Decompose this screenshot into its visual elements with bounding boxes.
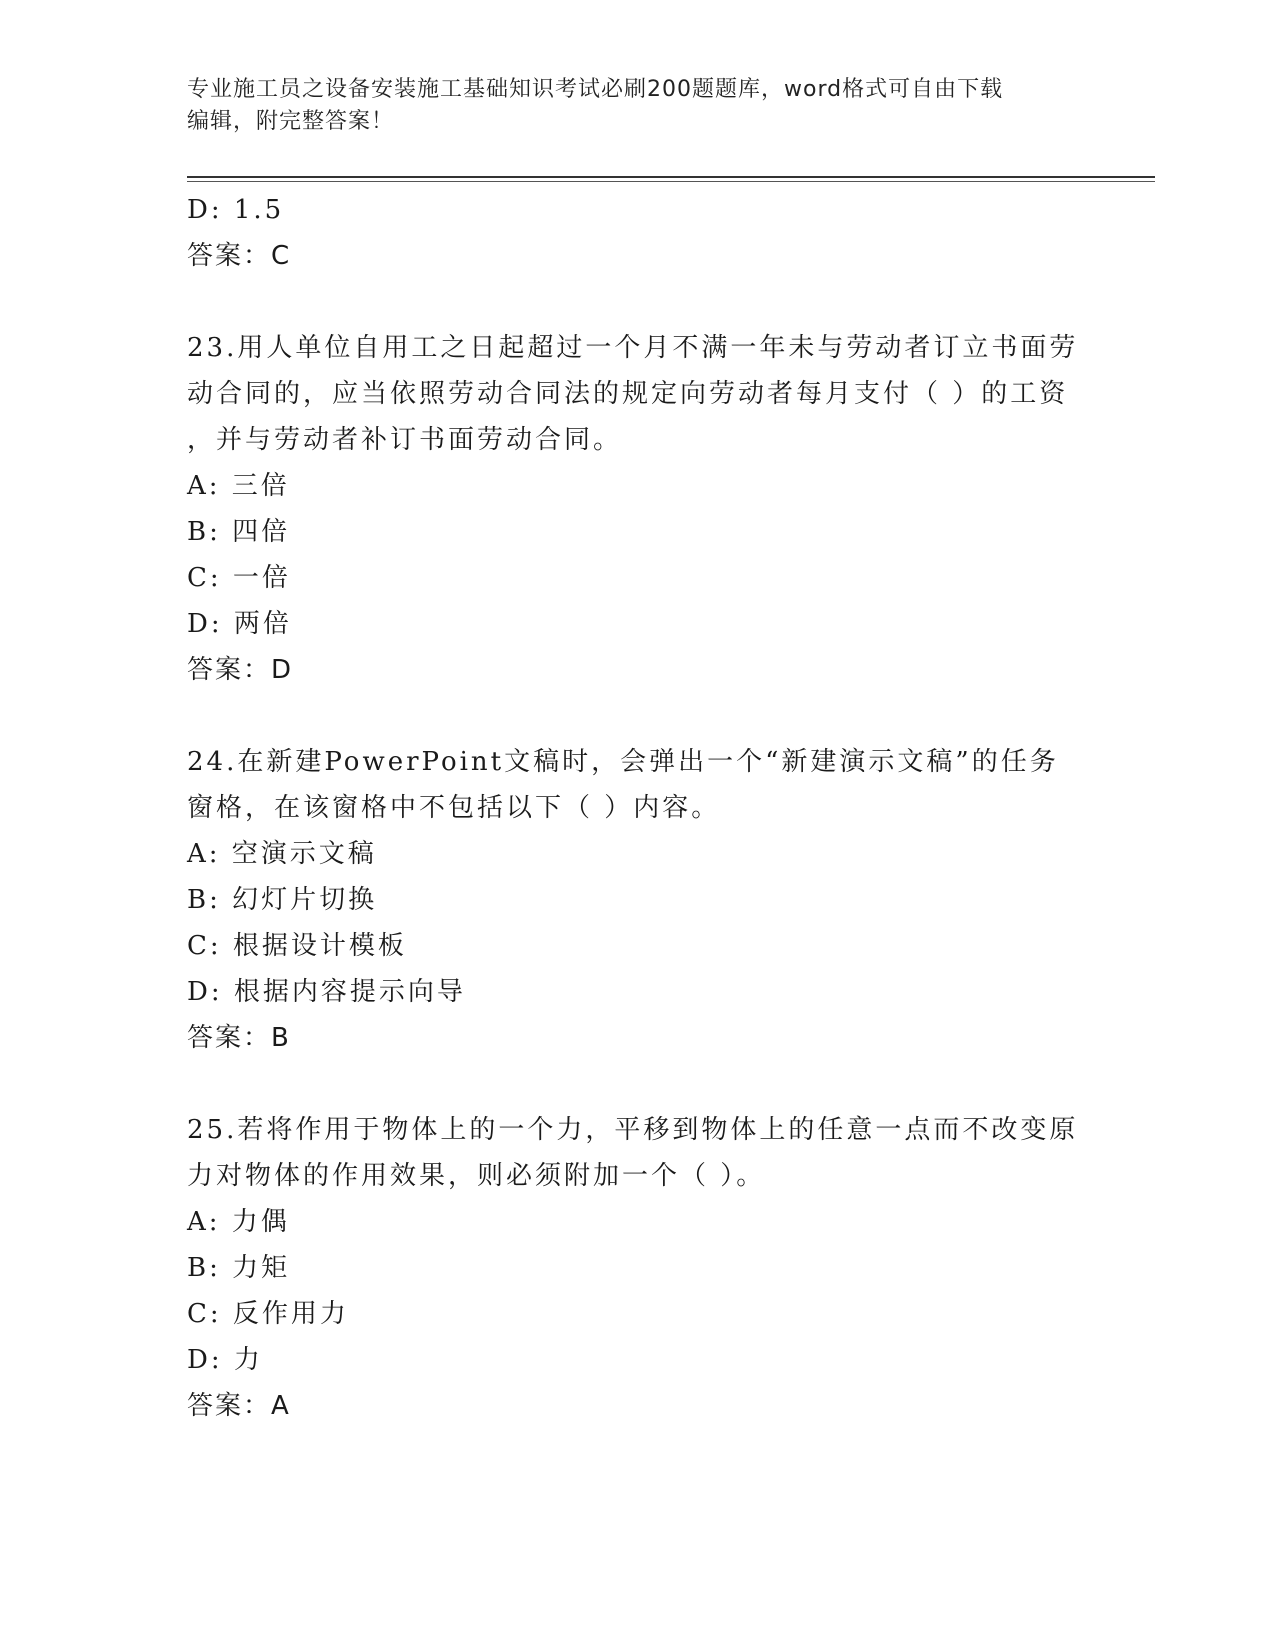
header-divider-thin (187, 181, 1155, 182)
question-23-option-d: D: 两倍 (187, 609, 292, 639)
header-line-1: 专业施工员之设备安装施工基础知识考试必刷200题题库，word格式可自由下载 (187, 77, 1004, 102)
answer-prev: 答案：C (187, 241, 292, 271)
question-23 (187, 325, 1087, 693)
question-23-option-a: A: 三倍 (187, 471, 290, 501)
question-23-option-b: B: 四倍 (187, 517, 291, 547)
option-d-prev: D: 1.5 (187, 195, 285, 225)
question-25-answer: 答案：A (187, 1391, 291, 1421)
question-25 (187, 1107, 1087, 1429)
page-header (187, 74, 1067, 138)
question-24-option-b: B: 幻灯片切换 (187, 885, 378, 915)
question-25-line-1: 25.若将作用于物体上的一个力，平移到物体上的任意一点而不改变原 (187, 1115, 1079, 1145)
question-25-option-c: C: 反作用力 (187, 1299, 349, 1329)
question-24 (187, 739, 1087, 1061)
question-23-line-3: ，并与劳动者补订书面劳动合同。 (187, 425, 623, 455)
spacer (187, 693, 1087, 739)
question-23-option-c: C: 一倍 (187, 563, 291, 593)
question-24-line-2: 窗格，在该窗格中不包括以下（ ）内容。 (187, 793, 721, 823)
spacer (187, 279, 1087, 325)
question-25-option-a: A: 力偶 (187, 1207, 290, 1237)
document-body (187, 187, 1087, 1429)
question-24-option-a: A: 空演示文稿 (187, 839, 377, 869)
question-24-option-c: C: 根据设计模板 (187, 931, 407, 961)
question-23-line-2: 动合同的，应当依照劳动合同法的规定向劳动者每月支付（ ）的工资 (187, 379, 1069, 409)
question-23-answer: 答案：D (187, 655, 294, 685)
question-24-line-1: 24.在新建PowerPoint文稿时，会弹出一个“新建演示文稿”的任务 (187, 747, 1059, 777)
question-23-line-1: 23.用人单位自用工之日起超过一个月不满一年未与劳动者订立书面劳 (187, 333, 1079, 363)
question-25-option-d: D: 力 (187, 1345, 263, 1375)
question-24-option-d: D: 根据内容提示向导 (187, 977, 466, 1007)
spacer (187, 1061, 1087, 1107)
question-25-line-2: 力对物体的作用效果，则必须附加一个（ ）。 (187, 1161, 766, 1191)
header-line-2: 编辑，附完整答案！ (187, 109, 395, 134)
question-24-answer: 答案：B (187, 1023, 291, 1053)
header-divider-thick (187, 176, 1155, 178)
question-25-option-b: B: 力矩 (187, 1253, 291, 1283)
